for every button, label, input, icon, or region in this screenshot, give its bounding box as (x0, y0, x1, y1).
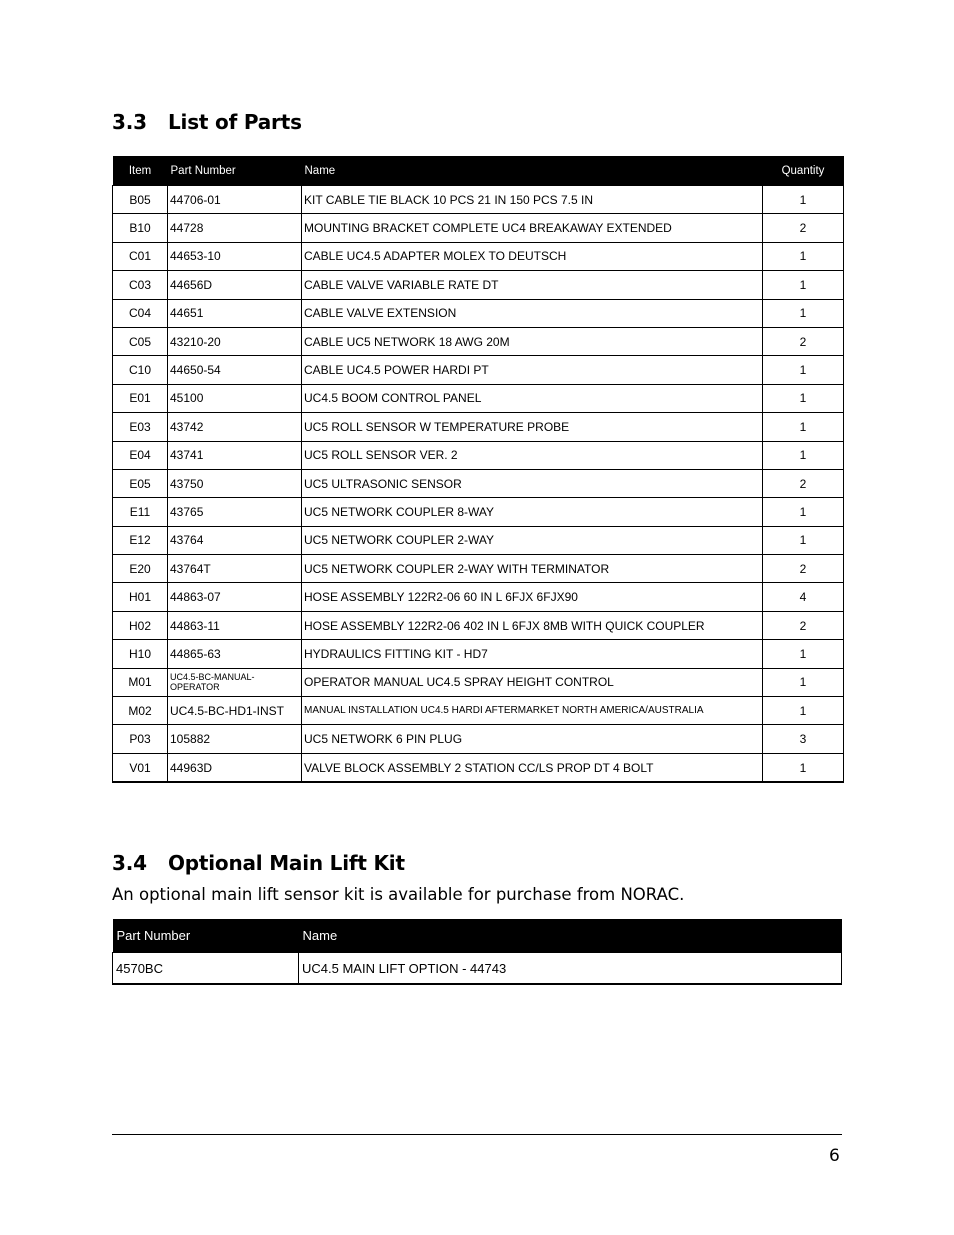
cell-quantity: 1 (763, 242, 844, 270)
cell-item: E04 (113, 441, 168, 469)
table-row (113, 441, 844, 469)
cell-item: E03 (113, 413, 168, 441)
cell-item: P03 (113, 725, 168, 753)
cell-item: E01 (113, 384, 168, 412)
table-row (113, 186, 844, 214)
cell-part-number: 44865-63 (168, 640, 302, 668)
table-row (113, 753, 844, 782)
cell-part-number: 44651 (168, 299, 302, 327)
cell-quantity: 2 (763, 214, 844, 242)
cell-item: B05 (113, 186, 168, 214)
cell-name: HOSE ASSEMBLY 122R2-06 402 IN L 6FJX 8MB WITH QUICK COUPLER (302, 611, 763, 639)
cell-item: B10 (113, 214, 168, 242)
cell-part-number: 44963D (168, 753, 302, 782)
cell-part-number: 44706-01 (168, 186, 302, 214)
cell-item: V01 (113, 753, 168, 782)
cell-part-number: 43210-20 (168, 327, 302, 355)
cell-name: HYDRAULICS FITTING KIT - HD7 (302, 640, 763, 668)
section-heading-3-3 (112, 110, 302, 134)
cell-part-number: 44656D (168, 271, 302, 299)
cell-name: UC5 ULTRASONIC SENSOR (302, 469, 763, 497)
table-row (113, 953, 842, 985)
parts-table-body (113, 186, 844, 783)
cell-name: VALVE BLOCK ASSEMBLY 2 STATION CC/LS PROP DT 4 BOLT (302, 753, 763, 782)
table-row (113, 583, 844, 611)
cell-quantity: 2 (763, 469, 844, 497)
table-row (113, 697, 844, 725)
table-row (113, 214, 844, 242)
cell-part-number: 43764T (168, 555, 302, 583)
cell-item: E12 (113, 526, 168, 554)
cell-quantity: 1 (763, 753, 844, 782)
cell-quantity: 1 (763, 299, 844, 327)
column-header-part-number: Part Number (168, 156, 302, 186)
cell-item: M02 (113, 697, 168, 725)
cell-name: UC4.5 MAIN LIFT OPTION - 44743 (299, 953, 842, 985)
cell-part-number: 105882 (168, 725, 302, 753)
column-header-item: Item (113, 156, 168, 186)
table-header-row (113, 156, 844, 186)
cell-quantity: 3 (763, 725, 844, 753)
cell-part-number: 45100 (168, 384, 302, 412)
cell-part-number: 44650-54 (168, 356, 302, 384)
footer-divider (112, 1134, 842, 1135)
cell-item: C04 (113, 299, 168, 327)
table-row (113, 725, 844, 753)
cell-name: OPERATOR MANUAL UC4.5 SPRAY HEIGHT CONTROL (302, 668, 763, 696)
table-row (113, 498, 844, 526)
cell-name: CABLE VALVE VARIABLE RATE DT (302, 271, 763, 299)
cell-name: CABLE UC4.5 ADAPTER MOLEX TO DEUTSCH (302, 242, 763, 270)
cell-quantity: 1 (763, 526, 844, 554)
cell-quantity: 1 (763, 498, 844, 526)
cell-name: UC4.5 BOOM CONTROL PANEL (302, 384, 763, 412)
section-heading-3-4 (112, 851, 405, 875)
cell-name: UC5 NETWORK 6 PIN PLUG (302, 725, 763, 753)
column-header-part-number: Part Number (113, 919, 299, 953)
cell-name: MOUNTING BRACKET COMPLETE UC4 BREAKAWAY EXTENDED (302, 214, 763, 242)
cell-quantity: 1 (763, 640, 844, 668)
table-row (113, 271, 844, 299)
cell-quantity: 2 (763, 327, 844, 355)
cell-part-number: 43750 (168, 469, 302, 497)
cell-name: CABLE UC5 NETWORK 18 AWG 20M (302, 327, 763, 355)
table-row (113, 327, 844, 355)
column-header-name: Name (299, 919, 842, 953)
cell-quantity: 1 (763, 271, 844, 299)
cell-name: UC5 NETWORK COUPLER 2-WAY (302, 526, 763, 554)
cell-item: E20 (113, 555, 168, 583)
cell-name: HOSE ASSEMBLY 122R2-06 60 IN L 6FJX 6FJX90 (302, 583, 763, 611)
section-number: 3.4 (112, 851, 147, 875)
cell-part-number: 4570BC (113, 953, 299, 985)
section-title: Optional Main Lift Kit (168, 851, 405, 875)
cell-quantity: 1 (763, 697, 844, 725)
column-header-name: Name (302, 156, 763, 186)
cell-name: CABLE VALVE EXTENSION (302, 299, 763, 327)
table-row (113, 413, 844, 441)
cell-item: E05 (113, 469, 168, 497)
cell-part-number: 44863-07 (168, 583, 302, 611)
cell-quantity: 1 (763, 356, 844, 384)
cell-quantity: 1 (763, 668, 844, 696)
cell-item: H02 (113, 611, 168, 639)
cell-name: UC5 NETWORK COUPLER 2-WAY WITH TERMINATOR (302, 555, 763, 583)
cell-part-number: 43764 (168, 526, 302, 554)
table-row (113, 469, 844, 497)
table-header-row (113, 919, 842, 953)
cell-name: UC5 ROLL SENSOR W TEMPERATURE PROBE (302, 413, 763, 441)
cell-quantity: 1 (763, 413, 844, 441)
cell-part-number: 43742 (168, 413, 302, 441)
cell-name: CABLE UC4.5 POWER HARDI PT (302, 356, 763, 384)
cell-name: KIT CABLE TIE BLACK 10 PCS 21 IN 150 PCS 7.5 IN (302, 186, 763, 214)
cell-item: M01 (113, 668, 168, 696)
section-number: 3.3 (112, 110, 147, 134)
cell-quantity: 1 (763, 384, 844, 412)
cell-quantity: 1 (763, 186, 844, 214)
cell-part-number: 44728 (168, 214, 302, 242)
cell-item: H01 (113, 583, 168, 611)
cell-part-number: 44863-11 (168, 611, 302, 639)
parts-table (112, 156, 844, 783)
cell-part-number: 43741 (168, 441, 302, 469)
cell-item: C10 (113, 356, 168, 384)
cell-quantity: 4 (763, 583, 844, 611)
cell-part-number: UC4.5-BC-HD1-INST (168, 697, 302, 725)
cell-part-number: 43765 (168, 498, 302, 526)
cell-item: E11 (113, 498, 168, 526)
column-header-quantity: Quantity (763, 156, 844, 186)
cell-quantity: 2 (763, 555, 844, 583)
cell-item: H10 (113, 640, 168, 668)
page-number: 6 (829, 1146, 840, 1166)
table-row (113, 640, 844, 668)
table-row (113, 668, 844, 696)
table-row (113, 242, 844, 270)
section-title: List of Parts (168, 110, 302, 134)
table-row (113, 526, 844, 554)
cell-item: C05 (113, 327, 168, 355)
lift-kit-table (112, 919, 842, 985)
table-row (113, 299, 844, 327)
cell-quantity: 1 (763, 441, 844, 469)
cell-item: C01 (113, 242, 168, 270)
table-row (113, 384, 844, 412)
cell-name: UC5 NETWORK COUPLER 8-WAY (302, 498, 763, 526)
cell-name: MANUAL INSTALLATION UC4.5 HARDI AFTERMARKET NORTH AMERICA/AUSTRALIA (302, 697, 763, 725)
table-row (113, 555, 844, 583)
table-row (113, 356, 844, 384)
cell-item: C03 (113, 271, 168, 299)
cell-name: UC5 ROLL SENSOR VER. 2 (302, 441, 763, 469)
cell-quantity: 2 (763, 611, 844, 639)
table-row (113, 611, 844, 639)
section-intro-text: An optional main lift sensor kit is available for purchase from NORAC. (112, 885, 685, 904)
cell-part-number: UC4.5-BC-MANUAL-OPERATOR (168, 668, 302, 696)
cell-part-number: 44653-10 (168, 242, 302, 270)
